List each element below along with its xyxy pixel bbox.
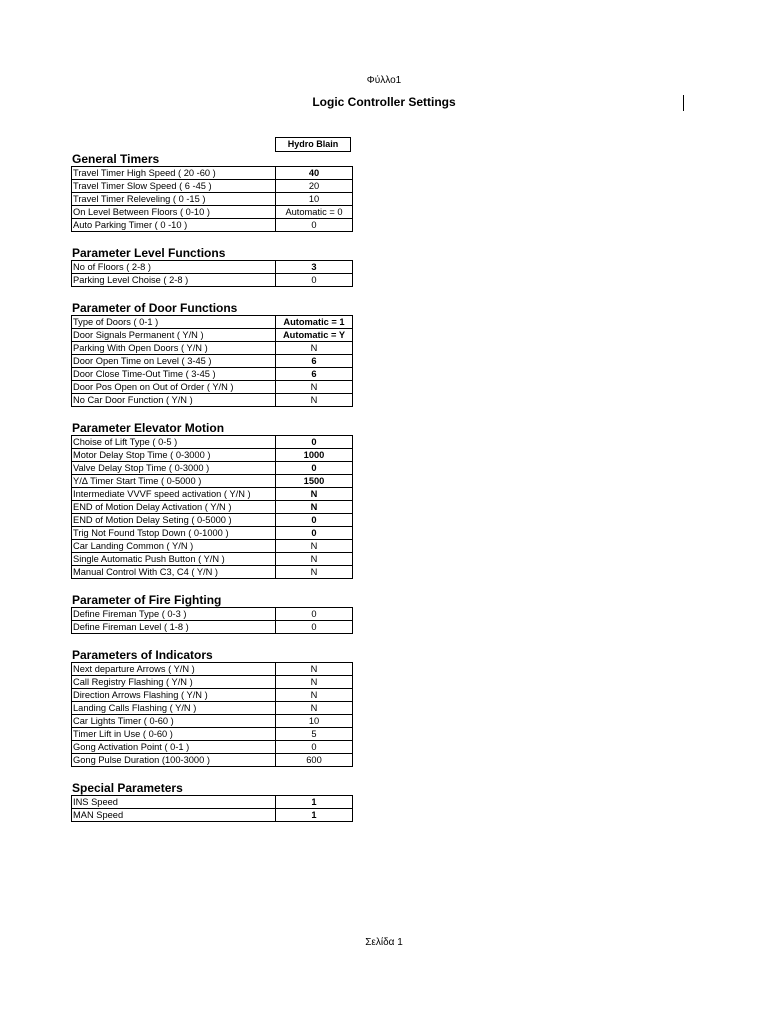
table-row xyxy=(72,728,353,741)
parameter-label: Door Open Time on Level ( 3-45 ) xyxy=(72,355,276,368)
page-footer: Σελίδα 1 xyxy=(365,937,403,948)
section-title: Parameter of Fire Fighting xyxy=(72,593,222,607)
parameter-section xyxy=(71,421,351,579)
parameter-label: On Level Between Floors ( 0-10 ) xyxy=(72,206,276,219)
section-title: Parameter of Door Functions xyxy=(72,301,238,315)
parameter-value[interactable]: 10 xyxy=(276,193,353,206)
parameter-label: Auto Parking Timer ( 0 -10 ) xyxy=(72,219,276,232)
parameter-value[interactable]: 0 xyxy=(276,436,353,449)
parameter-value[interactable]: 0 xyxy=(276,274,353,287)
parameter-value[interactable]: N xyxy=(276,566,353,579)
parameter-section xyxy=(71,593,351,634)
parameter-value[interactable]: N xyxy=(276,488,353,501)
parameter-value[interactable]: 600 xyxy=(276,754,353,767)
parameter-value[interactable]: 0 xyxy=(276,621,353,634)
parameter-value[interactable]: 20 xyxy=(276,180,353,193)
parameter-label: Gong Activation Point ( 0-1 ) xyxy=(72,741,276,754)
parameter-section xyxy=(71,648,351,767)
table-row xyxy=(72,180,353,193)
parameter-label: Parking With Open Doors ( Y/N ) xyxy=(72,342,276,355)
table-row xyxy=(72,663,353,676)
parameter-value[interactable]: 0 xyxy=(276,741,353,754)
parameter-label: INS Speed xyxy=(72,796,276,809)
section-title: General Timers xyxy=(72,152,160,166)
section-title: Parameter Elevator Motion xyxy=(72,421,225,435)
parameter-section xyxy=(71,152,351,232)
table-row xyxy=(72,689,353,702)
table-row xyxy=(72,342,353,355)
parameter-value[interactable]: 40 xyxy=(276,167,353,180)
parameter-value[interactable]: Automatic = 1 xyxy=(276,316,353,329)
table-row xyxy=(72,741,353,754)
parameter-value[interactable]: 1 xyxy=(276,809,353,822)
parameter-value[interactable]: N xyxy=(276,702,353,715)
parameter-value[interactable]: 1000 xyxy=(276,449,353,462)
table-row xyxy=(72,316,353,329)
table-row xyxy=(72,462,353,475)
document-title: Logic Controller Settings xyxy=(312,95,456,109)
parameter-label: Travel Timer Slow Speed ( 6 -45 ) xyxy=(72,180,276,193)
parameter-label: Parking Level Choise ( 2-8 ) xyxy=(72,274,276,287)
table-row xyxy=(72,566,353,579)
parameter-value[interactable]: N xyxy=(276,663,353,676)
table-row xyxy=(72,621,353,634)
parameter-section xyxy=(71,301,351,407)
parameter-value[interactable]: 1 xyxy=(276,796,353,809)
table-row xyxy=(72,608,353,621)
table-row xyxy=(72,553,353,566)
table-row xyxy=(72,449,353,462)
parameter-label: Type of Doors ( 0-1 ) xyxy=(72,316,276,329)
parameter-value[interactable]: N xyxy=(276,553,353,566)
parameter-table xyxy=(71,315,353,407)
table-row xyxy=(72,329,353,342)
parameter-label: Travel Timer Releveling ( 0 -15 ) xyxy=(72,193,276,206)
column-header: Hydro Blain xyxy=(275,137,351,152)
parameter-value[interactable]: 0 xyxy=(276,608,353,621)
parameter-label: Car Landing Common ( Y/N ) xyxy=(72,540,276,553)
parameter-label: Choise of Lift Type ( 0-5 ) xyxy=(72,436,276,449)
section-title: Special Parameters xyxy=(72,781,183,795)
parameter-table xyxy=(71,662,353,767)
parameter-value[interactable]: 0 xyxy=(276,514,353,527)
table-row xyxy=(72,394,353,407)
parameter-value[interactable]: 6 xyxy=(276,368,353,381)
parameter-label: Intermediate VVVF speed activation ( Y/N ) xyxy=(72,488,276,501)
table-row xyxy=(72,381,353,394)
parameter-value[interactable]: N xyxy=(276,540,353,553)
parameter-value[interactable]: 1500 xyxy=(276,475,353,488)
parameter-table xyxy=(71,607,353,634)
section-title: Parameters of Indicators xyxy=(72,648,213,662)
parameter-table xyxy=(71,166,353,232)
parameter-value[interactable]: N xyxy=(276,342,353,355)
table-row xyxy=(72,809,353,822)
table-row xyxy=(72,355,353,368)
parameter-table xyxy=(71,435,353,579)
parameter-label: Trig Not Found Tstop Down ( 0-1000 ) xyxy=(72,527,276,540)
parameter-table xyxy=(71,795,353,822)
parameter-value[interactable]: N xyxy=(276,394,353,407)
table-row xyxy=(72,488,353,501)
table-row xyxy=(72,796,353,809)
table-row xyxy=(72,274,353,287)
parameter-value[interactable]: 0 xyxy=(276,462,353,475)
parameter-value[interactable]: N xyxy=(276,676,353,689)
parameter-label: Single Automatic Push Button ( Y/N ) xyxy=(72,553,276,566)
table-row xyxy=(72,715,353,728)
parameter-label: Valve Delay Stop Time ( 0-3000 ) xyxy=(72,462,276,475)
table-row xyxy=(72,261,353,274)
table-row xyxy=(72,368,353,381)
table-row xyxy=(72,501,353,514)
parameter-table xyxy=(71,260,353,287)
parameter-label: Call Registry Flashing ( Y/N ) xyxy=(72,676,276,689)
table-row xyxy=(72,676,353,689)
table-row xyxy=(72,754,353,767)
text-cursor xyxy=(683,95,684,111)
parameter-label: Y/Δ Timer Start Time ( 0-5000 ) xyxy=(72,475,276,488)
parameter-value[interactable]: 3 xyxy=(276,261,353,274)
parameter-value[interactable]: 0 xyxy=(276,527,353,540)
parameter-label: END of Motion Delay Seting ( 0-5000 ) xyxy=(72,514,276,527)
parameter-value[interactable]: Automatic = 0 xyxy=(276,206,353,219)
parameter-label: Define Fireman Type ( 0-3 ) xyxy=(72,608,276,621)
parameter-label: Motor Delay Stop Time ( 0-3000 ) xyxy=(72,449,276,462)
parameter-label: Landing Calls Flashing ( Y/N ) xyxy=(72,702,276,715)
parameter-label: Define Fireman Level ( 1-8 ) xyxy=(72,621,276,634)
table-row xyxy=(72,475,353,488)
parameter-value[interactable]: Automatic = Y xyxy=(276,329,353,342)
parameter-label: Door Signals Permanent ( Y/N ) xyxy=(72,329,276,342)
parameter-label: Next departure Arrows ( Y/N ) xyxy=(72,663,276,676)
parameter-value[interactable]: 6 xyxy=(276,355,353,368)
table-row xyxy=(72,436,353,449)
parameter-value[interactable]: 5 xyxy=(276,728,353,741)
parameter-section xyxy=(71,781,351,822)
parameter-value[interactable]: N xyxy=(276,689,353,702)
parameter-label: MAN Speed xyxy=(72,809,276,822)
parameter-sections xyxy=(71,152,351,822)
parameter-value[interactable]: N xyxy=(276,381,353,394)
table-row xyxy=(72,514,353,527)
parameter-value[interactable]: N xyxy=(276,501,353,514)
sheet-name: Φύλλο1 xyxy=(366,75,402,86)
parameter-label: Car Lights Timer ( 0-60 ) xyxy=(72,715,276,728)
table-row xyxy=(72,206,353,219)
parameter-label: Travel Timer High Speed ( 20 -60 ) xyxy=(72,167,276,180)
parameter-label: Timer Lift in Use ( 0-60 ) xyxy=(72,728,276,741)
table-row xyxy=(72,193,353,206)
table-row xyxy=(72,702,353,715)
parameter-label: Door Pos Open on Out of Order ( Y/N ) xyxy=(72,381,276,394)
parameter-label: No of Floors ( 2-8 ) xyxy=(72,261,276,274)
parameter-value[interactable]: 0 xyxy=(276,219,353,232)
parameter-section xyxy=(71,246,351,287)
parameter-label: Gong Pulse Duration (100-3000 ) xyxy=(72,754,276,767)
parameter-label: END of Motion Delay Activation ( Y/N ) xyxy=(72,501,276,514)
table-row xyxy=(72,219,353,232)
parameter-label: Manual Control With C3, C4 ( Y/N ) xyxy=(72,566,276,579)
parameter-label: Door Close Time-Out Time ( 3-45 ) xyxy=(72,368,276,381)
table-row xyxy=(72,540,353,553)
section-title: Parameter Level Functions xyxy=(72,246,226,260)
table-row xyxy=(72,167,353,180)
parameter-label: No Car Door Function ( Y/N ) xyxy=(72,394,276,407)
parameter-label: Direction Arrows Flashing ( Y/N ) xyxy=(72,689,276,702)
parameter-value[interactable]: 10 xyxy=(276,715,353,728)
table-row xyxy=(72,527,353,540)
